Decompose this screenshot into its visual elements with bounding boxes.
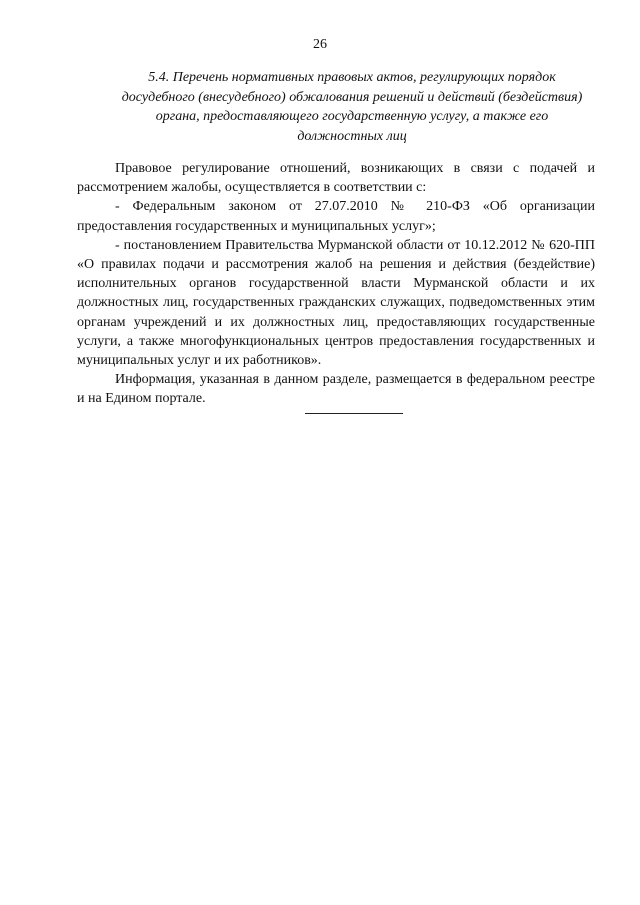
- paragraph-government-resolution: - постановлением Правительства Мурманской области от 10.12.2012 № 620-ПП «О правилах подачи и рассмотрения жалоб на решения и действия (бездействие) исполнительных органов государственной власти Мурманской области и их должностных лиц, государственных гражданских служащих, подведомственных этим органам учреждений и их должностных лиц, предоставляющих государственные услуги, а также многофункциональных центров предоставления государственных и муниципальных услуг и их работников».: [77, 237, 595, 369]
- section-title-line: должностных лиц: [297, 128, 407, 144]
- section-title-line: досудебного (внесудебного) обжалования решений и действий (бездействия): [121, 89, 583, 105]
- section-end-divider: [305, 413, 403, 414]
- paragraph-information-placement: Информация, указанная в данном разделе, размещается в федеральном реестре и на Едином портале.: [77, 372, 595, 407]
- body-text: [77, 159, 595, 409]
- section-title: [96, 68, 608, 146]
- section-title-line: органа, предоставляющего государственную услугу, а также его: [155, 109, 549, 124]
- paragraph-intro: Правовое регулирование отношений, возникающих в связи с подачей и рассмотрением жалобы, осуществляется в соответствии с:: [77, 161, 595, 196]
- page-number: 26: [313, 37, 327, 52]
- section-title-line: 5.4. Перечень нормативных правовых актов, регулирующих порядок: [148, 70, 556, 85]
- paragraph-federal-law: - Федеральным законом от 27.07.2010 № 210-ФЗ «Об организации предоставления государственных и муниципальных услуг»;: [77, 199, 595, 234]
